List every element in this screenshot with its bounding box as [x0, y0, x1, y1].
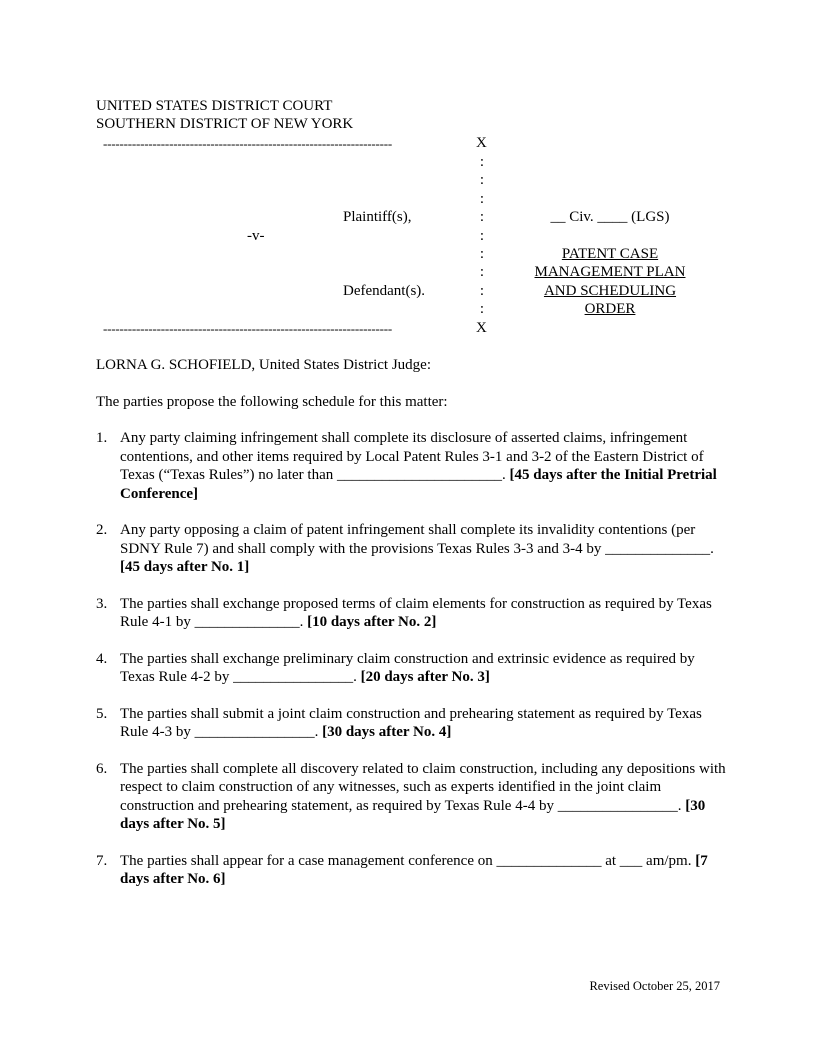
defendant-label: Defendant(s). — [343, 283, 426, 299]
versus-label: -v- — [247, 228, 265, 244]
court-district: SOUTHERN DISTRICT OF NEW YORK — [96, 116, 354, 132]
schedule-item — [96, 650, 726, 687]
item-number: 7. — [96, 852, 108, 869]
intro-line: The parties propose the following schedule for this matter: — [96, 394, 448, 410]
schedule-item — [96, 521, 726, 577]
revision-footer: Revised October 25, 2017 — [589, 979, 720, 993]
item-deadline: [7 days after No. 6] — [120, 852, 708, 887]
item-deadline: [10 days after No. 2] — [307, 614, 437, 630]
caption-colon: : — [479, 301, 485, 317]
item-text: Any party opposing a claim of patent infringement shall complete its invalidity contentions (per SDNY Rule 7) and shall comply with the provisions Texas Rules 3-3 and 3-4 by ______________. — [120, 522, 714, 557]
item-number: 6. — [96, 760, 108, 777]
caption-colon: : — [479, 191, 485, 207]
item-deadline: [45 days after No. 1] — [120, 559, 250, 575]
item-text: The parties shall exchange preliminary claim construction and extrinsic evidence as required by Texas Rule 4-2 by ________________. — [120, 650, 695, 685]
civil-case-number: __ Civ. ____ (LGS) — [550, 209, 670, 225]
document-title-line: ORDER — [584, 301, 636, 317]
caption-top-x: X — [476, 135, 487, 151]
document-title-line: PATENT CASE — [561, 246, 659, 262]
item-number: 4. — [96, 650, 108, 667]
court-name: UNITED STATES DISTRICT COURT — [96, 98, 333, 114]
item-text: The parties shall submit a joint claim construction and prehearing statement as required by Texas Rule 4-3 by ________________. — [120, 705, 702, 740]
item-deadline: [20 days after No. 3] — [360, 669, 490, 685]
caption-bottom-x: X — [476, 320, 487, 336]
schedule-list — [96, 429, 726, 907]
item-number: 5. — [96, 705, 108, 722]
caption-colon: : — [479, 154, 485, 170]
plaintiff-label: Plaintiff(s), — [343, 209, 412, 225]
caption-colon: : — [479, 264, 485, 280]
item-number: 3. — [96, 595, 108, 612]
item-text: The parties shall exchange proposed terms of claim elements for construction as required by Texas Rule 4-1 by ______________. — [120, 595, 712, 630]
schedule-item — [96, 595, 726, 632]
schedule-item — [96, 760, 726, 834]
schedule-item — [96, 705, 726, 742]
schedule-item — [96, 429, 726, 503]
item-deadline: [30 days after No. 4] — [322, 724, 452, 740]
caption-colon: : — [479, 246, 485, 262]
item-deadline: [45 days after the Initial Pretrial Conference] — [120, 467, 717, 502]
judge-line: LORNA G. SCHOFIELD, United States District Judge: — [96, 357, 431, 373]
item-number: 1. — [96, 430, 108, 446]
caption-colon: : — [479, 228, 485, 244]
item-text: The parties shall complete all discovery related to claim construction, including any depositions with respect to claim construction of any witnesses, such as experts identified in the joint claim construction and prehearing statement, as required by Texas Rule 4-4 by ________________. — [120, 760, 726, 814]
item-deadline: [30 days after No. 5] — [120, 797, 706, 832]
document-title-line: MANAGEMENT PLAN — [534, 264, 686, 280]
item-text: The parties shall appear for a case management conference on ______________ at ___ am/pm. — [120, 852, 692, 869]
item-number: 2. — [96, 522, 108, 538]
caption-bottom-rule: ---------------------------------------------------------------------- — [103, 321, 393, 336]
caption-top-rule: ---------------------------------------------------------------------- — [103, 136, 393, 151]
caption-colon: : — [479, 209, 485, 225]
caption-colon: : — [479, 172, 485, 188]
schedule-item — [96, 852, 726, 889]
caption-colon: : — [479, 283, 485, 299]
item-text: Any party claiming infringement shall complete its disclosure of asserted claims, infringement contentions, and other items required by Local Patent Rules 3-1 and 3-2 of the Eastern District of Texas (“Texas Rules”) no later than ______________________. — [120, 430, 704, 483]
document-title-line: AND SCHEDULING — [543, 283, 677, 299]
